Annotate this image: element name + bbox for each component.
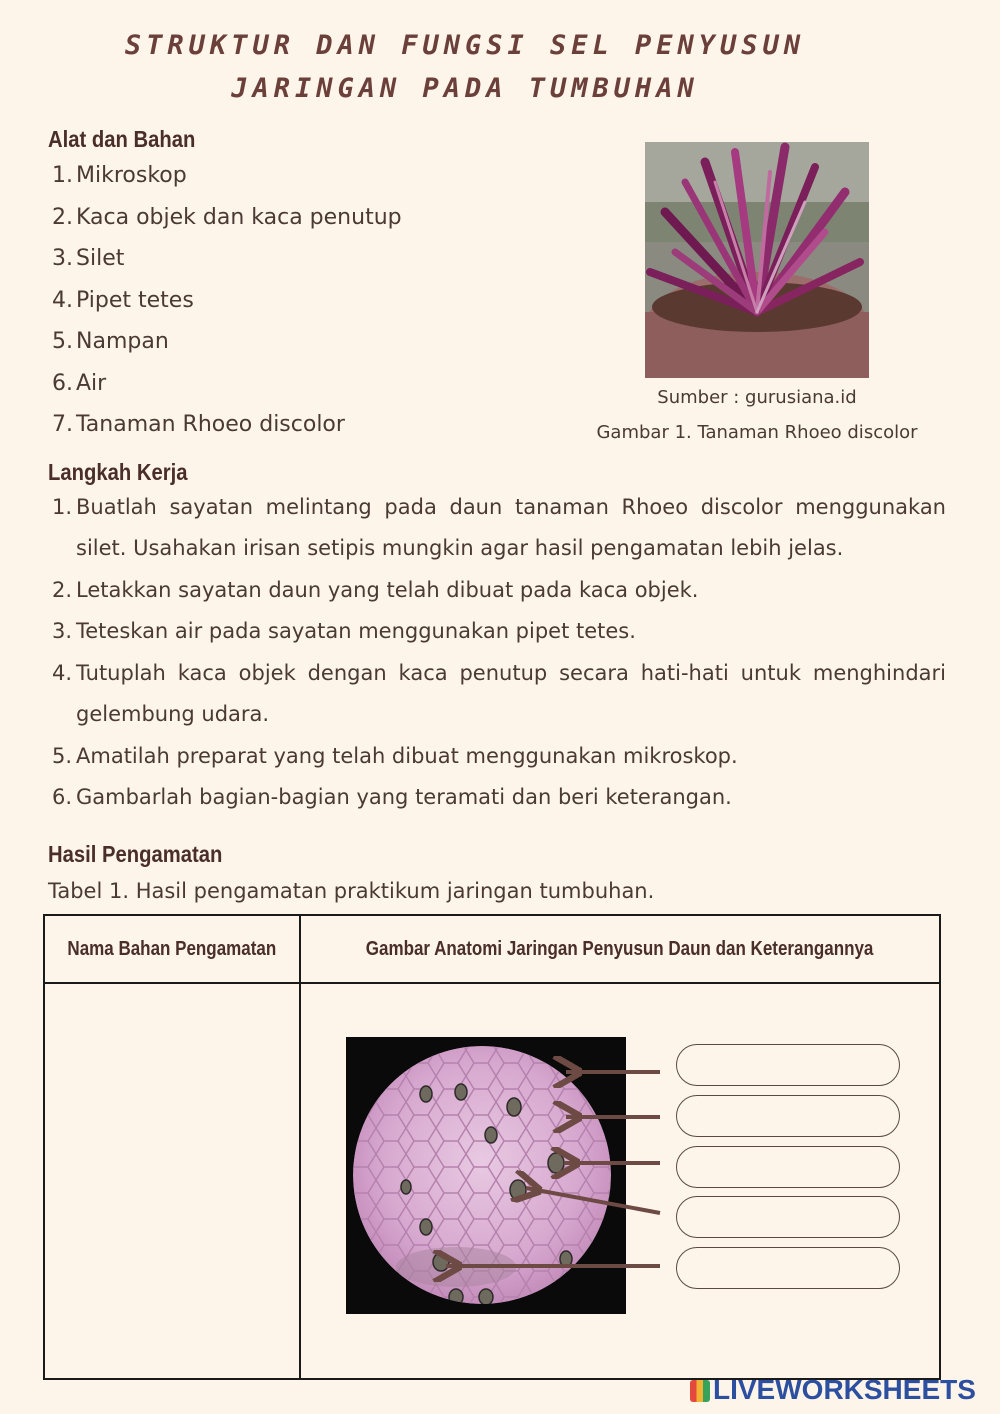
table-caption: Tabel 1. Hasil pengamatan praktikum jaringan tumbuhan. [48, 879, 655, 903]
label-answer-box[interactable] [676, 1095, 900, 1137]
material-name-cell[interactable] [44, 983, 300, 1379]
step-item: 4. Tutuplah kaca objek dengan kaca penutup secara hati-hati untuk menghindari gelembung udara. [52, 661, 946, 726]
step-item: 3. Teteskan air pada sayatan menggunakan pipet tetes. [52, 619, 636, 643]
steps-heading: Langkah Kerja [48, 459, 188, 485]
step-item: 1. Buatlah sayatan melintang pada daun tanaman Rhoeo discolor menggunakan silet. Usahakan irisan setipis mungkin agar hasil pengamatan lebih jelas. [52, 495, 946, 560]
material-item: 3. Silet [52, 246, 125, 271]
label-answer-box[interactable] [676, 1247, 900, 1289]
step-item: 5. Amatilah preparat yang telah dibuat menggunakan mikroskop. [52, 744, 738, 768]
liveworksheets-logo: LIVEWORKSHEETS [690, 1374, 976, 1406]
material-item: 1. Mikroskop [52, 163, 187, 188]
page-title-line-2: JARINGAN PADA TUMBUHAN [231, 73, 699, 104]
material-item: 2. Kaca objek dan kaca penutup [52, 205, 402, 230]
materials-heading: Alat dan Bahan [48, 126, 196, 152]
page-title-line-1: STRUKTUR DAN FUNGSI SEL PENYUSUN [124, 30, 806, 61]
material-item: 5. Nampan [52, 329, 169, 354]
figure-caption: Gambar 1. Tanaman Rhoeo discolor [596, 422, 918, 443]
material-item: 6. Air [52, 371, 107, 396]
col-header-material: Nama Bahan Pengamatan [44, 915, 300, 983]
rhoeo-discolor-photo [645, 142, 869, 378]
step-item: 2. Letakkan sayatan daun yang telah dibuat pada kaca objek. [52, 578, 699, 602]
liveworksheets-logo-icon [690, 1380, 710, 1402]
material-item: 4. Pipet tetes [52, 288, 194, 313]
label-answer-box[interactable] [676, 1196, 900, 1238]
label-arrows [430, 1050, 670, 1290]
material-item: 7. Tanaman Rhoeo discolor [52, 412, 345, 437]
label-answer-box[interactable] [676, 1146, 900, 1188]
label-answer-box[interactable] [676, 1044, 900, 1086]
results-heading: Hasil Pengamatan [48, 841, 223, 867]
col-header-anatomy: Gambar Anatomi Jaringan Penyusun Daun dan Keterangannya [300, 915, 940, 983]
figure-source: Sumber : gurusiana.id [657, 387, 857, 408]
step-item: 6. Gambarlah bagian-bagian yang teramati dan beri keterangan. [52, 785, 732, 809]
